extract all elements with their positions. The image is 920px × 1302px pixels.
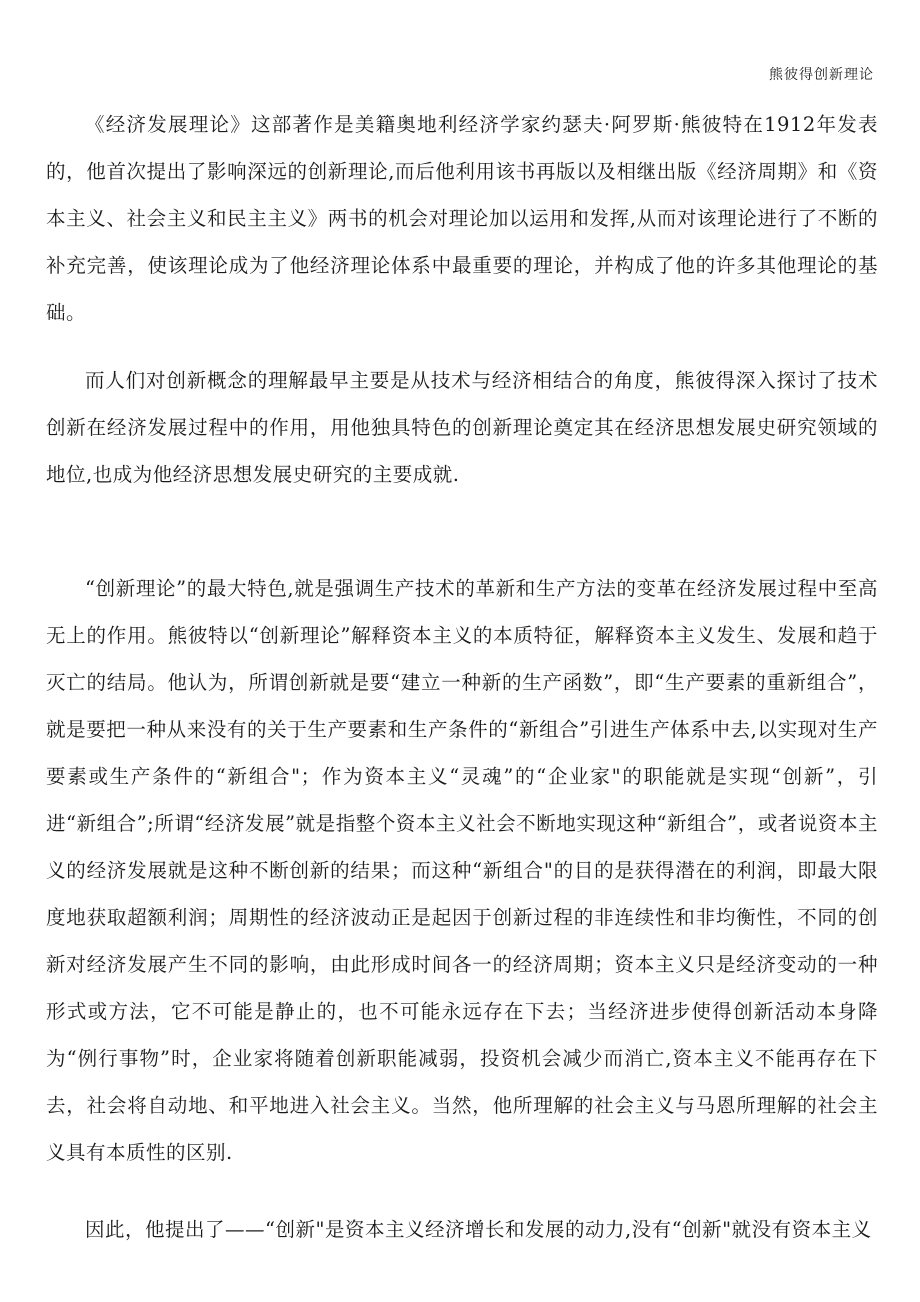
paragraph-4: 因此，他提出了——“创新"是资本主义经济增长和发展的动力,没有“创新"就没有资本主义 <box>85 1218 872 1241</box>
running-header: 熊彼得创新理论 <box>769 67 874 83</box>
paragraph-2: 而人们对创新概念的理解最早主要是从技术与经济相结合的角度，熊彼得深入探讨了技术创新在经济发展过程中的作用，用他独具特色的创新理论奠定其在经济思想发展史研究领域的地位,也成为他经济思想发展史研究的主要成就. <box>46 369 878 486</box>
paragraph-3: “创新理论”的最大特色,就是强调生产技术的革新和生产方法的变革在经济发展过程中至高无上的作用。熊彼特以“创新理论”解释资本主义的本质特征，解释资本主义发生、发展和趋于灭亡的结局。他认为，所谓创新就是要“建立一种新的生产函数”，即“生产要素的重新组合”，就是要把一种从来没有的关于生产要素和生产条件的“新组合”引进生产体系中去,以实现对生产要素或生产条件的“新组合"；作为资本主义“灵魂”的“企业家"的职能就是实现“创新”，引进“新组合”;所谓“经济发展”就是指整个资本主义社会不断地实现这种“新组合”，或者说资本主义的经济发展就是这种不断创新的结果；而这种“新组合"的目的是获得潜在的利润，即最大限度地获取超额利润；周期性的经济波动正是起因于创新过程的非连续性和非均衡性，不同的创新对经济发展产生不同的影响，由此形成时间各一的经济周期；资本主义只是经济变动的一种形式或方法，它不可能是静止的，也不可能永远存在下去；当经济进步使得创新活动本身降为“例行事物”时，企业家将随着创新职能减弱，投资机会减少而消亡,资本主义不能再存在下去，社会将自动地、和平地进入社会主义。当然，他所理解的社会主义与马恩所理解的社会主义具有本质性的区别. <box>46 577 878 1164</box>
paragraph-1: 《经济发展理论》这部著作是美籍奥地利经济学家约瑟夫·阿罗斯·熊彼特在1912年发表的，他首次提出了影响深远的创新理论,而后他利用该书再版以及相继出版《经济周期》和《资本主义、社会主义和民主主义》两书的机会对理论加以运用和发挥,从而对该理论进行了不断的补充完善，使该理论成为了他经济理论体系中最重要的理论，并构成了他的许多其他理论的基础。 <box>46 113 878 324</box>
